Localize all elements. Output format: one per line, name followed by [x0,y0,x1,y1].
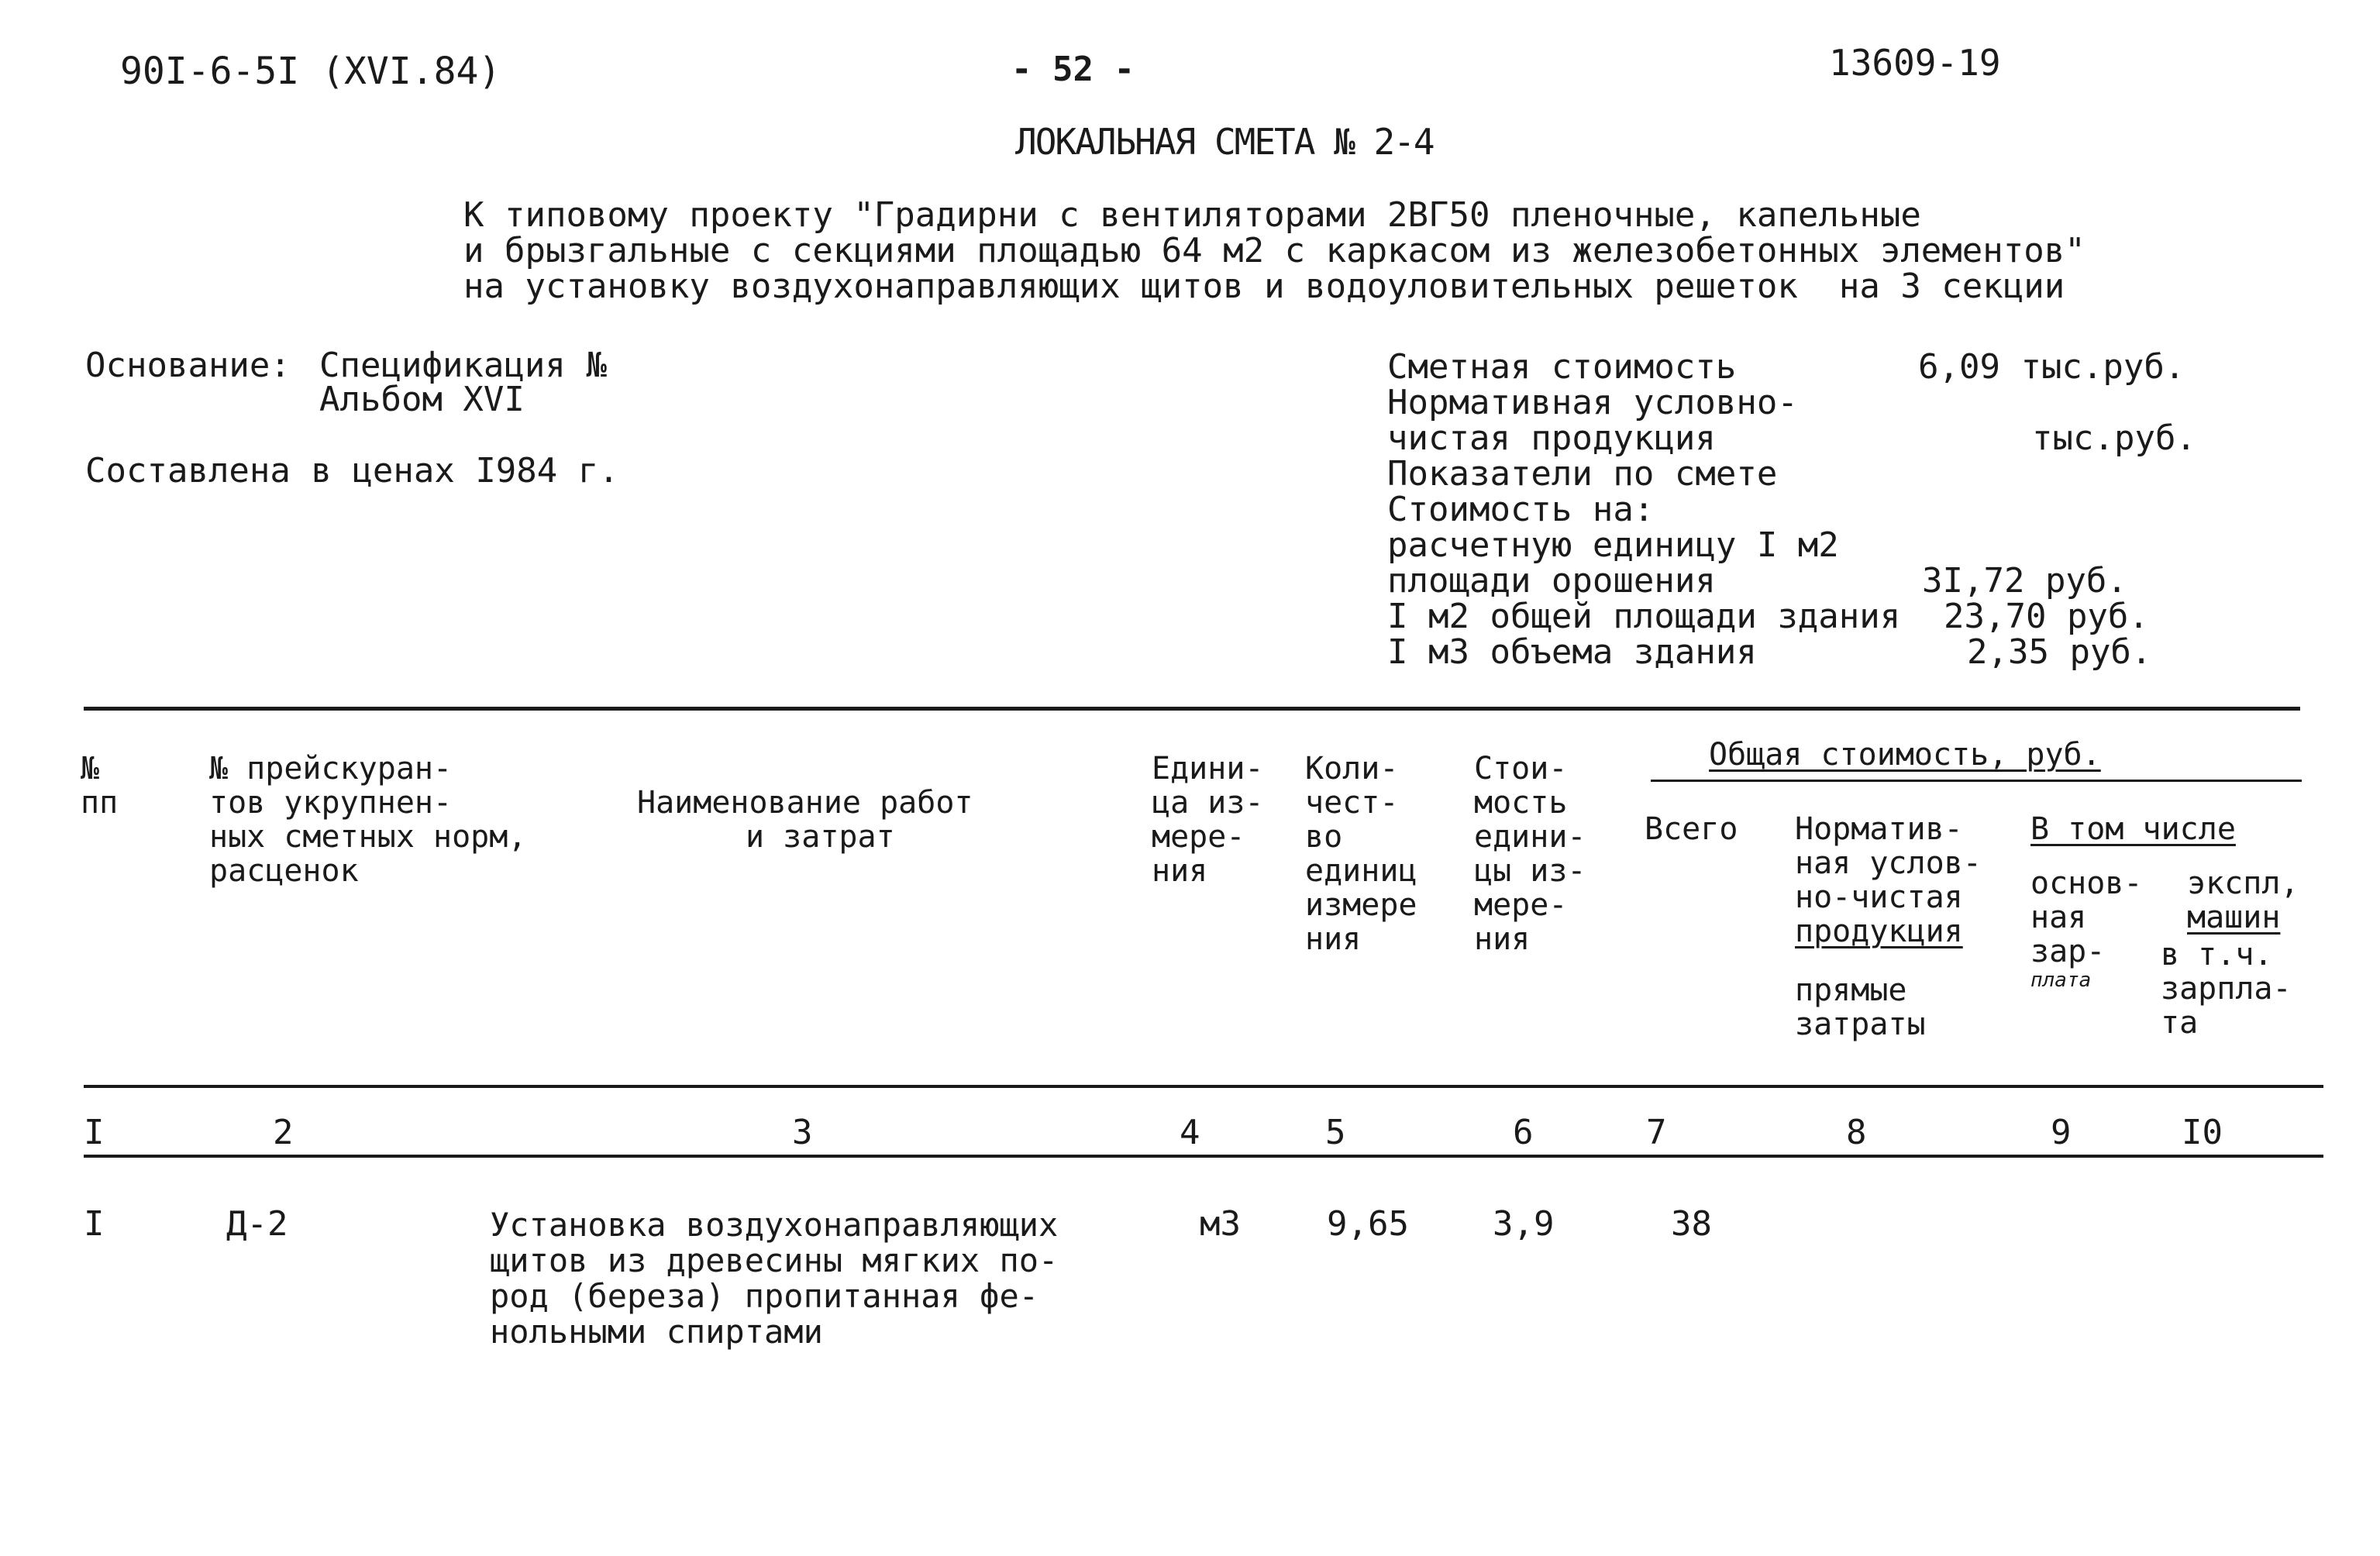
header-col3-line2: и затрат [746,819,895,855]
subtitle-line-2: и брызгальные с секциями площадью 64 м2 с каркасом из железобетонных элементов" [463,231,2086,270]
header-col5-line4: единиц [1305,853,1417,889]
cost-line-cost-per: Стоимость на: [1387,490,1655,529]
header-col10-line2: машин [2187,900,2281,935]
header-col9-line3: зар- [2030,934,2106,969]
cost-line-estimated: Сметная стоимость [1387,347,1737,387]
row-name-line-3: род (береза) пропитанная фе- [490,1277,1039,1315]
row-name-line-2: щитов из древесины мягких по- [490,1241,1059,1279]
row-unit-cost: 3,9 [1493,1204,1555,1244]
header-col10-line3: в т.ч. [2161,937,2273,972]
total-group-rule [1651,780,2302,782]
header-col8-line5: прямые [1795,972,1907,1008]
header-col6-line2: мость [1474,785,1568,821]
header-col1-line2: пп [81,785,119,821]
per-m2-building-value: 23,70 руб. [1944,597,2149,636]
inventory-number: 13609-19 [1829,42,2001,84]
header-col5-line6: ния [1305,921,1362,957]
header-col10-line5: та [2161,1005,2199,1041]
document-code: 90I-6-5I (XVI.84) [120,50,501,93]
header-col8-line4: продукция [1795,914,1963,949]
row-number: I [84,1204,105,1244]
header-col5-line1: Коли- [1305,751,1399,787]
header-col8-line3: но-чистая [1795,880,1963,915]
header-col6-line3: едини- [1474,819,1586,855]
page-number: - 52 - [1011,50,1135,89]
header-col1-line1: № [81,751,100,787]
header-col9-line4: плата [2030,969,2092,992]
header-col8-line1: Норматив- [1795,811,1963,847]
header-col6-line5: мере- [1474,887,1568,923]
header-col2-line1: № прейскуран- [209,751,453,787]
header-col9-line1: основ- [2030,866,2143,901]
row-price-code: Д-2 [226,1204,288,1244]
header-col4-line2: ца из- [1152,785,1264,821]
column-number-7: 7 [1646,1113,1667,1152]
per-m3-building-value: 2,35 руб. [1967,632,2152,672]
row-quantity: 9,65 [1327,1204,1409,1244]
column-numbers-top-rule [84,1085,2323,1088]
header-col2-line4: расценок [209,853,359,889]
column-number-9: 9 [2051,1113,2072,1152]
header-total-group: Общая стоимость, руб. [1709,737,2101,773]
prices-year: Составлена в ценах I984 г. [85,451,619,491]
basis-label: Основание: [85,346,291,385]
header-col10-line4: зарпла- [2161,971,2292,1007]
row-total: 38 [1671,1204,1712,1244]
header-col4-line4: ния [1152,853,1208,889]
column-number-3: 3 [792,1113,813,1152]
cost-line-irrigation: площади орошения [1387,561,1716,601]
row-name-line-1: Установка воздухонаправляющих [490,1206,1059,1244]
cost-line-net-production: чистая продукция [1387,418,1716,458]
column-number-1: I [84,1113,105,1152]
header-subgroup: В том числе [2030,811,2236,847]
table-top-rule [84,707,2300,711]
header-col7: Всего [1645,811,1738,847]
column-number-8: 8 [1846,1113,1867,1152]
header-col4-line3: мере- [1152,819,1245,855]
row-name-line-4: нольными спиртами [490,1313,823,1351]
estimated-cost-value: 6,09 тыс.руб. [1918,347,2185,387]
header-col2-line2: тов укрупнен- [209,785,453,821]
basis-album: Альбом XVI [319,380,525,419]
header-col8-line6: затраты [1795,1007,1926,1042]
cost-line-volume: I м3 объема здания [1387,632,1757,672]
header-col10-line1: экспл, [2187,866,2299,901]
column-number-6: 6 [1513,1113,1534,1152]
header-col5-line5: измере [1305,887,1417,923]
column-numbers-bottom-rule [84,1155,2323,1158]
column-number-4: 4 [1180,1113,1200,1152]
column-number-5: 5 [1325,1113,1346,1152]
header-col6-line4: цы из- [1474,853,1586,889]
cost-line-unit: расчетную единицу I м2 [1387,525,1839,565]
subtitle-line-1: К типовому проекту "Градирни с вентиляторами 2ВГ50 пленочные, капельные [463,195,1921,235]
per-m2-irrigation-value: 3I,72 руб. [1922,561,2127,601]
header-col5-line2: чест- [1305,785,1399,821]
net-production-value: тыс.руб. [2032,418,2196,458]
header-col8-line2: ная услов- [1795,845,1982,881]
column-number-2: 2 [273,1113,294,1152]
column-number-10: I0 [2182,1113,2223,1152]
header-col4-line1: Едини- [1152,751,1264,787]
cost-line-normative: Нормативная условно- [1387,383,1798,422]
basis-specification: Спецификация № [319,346,607,385]
row-unit: м3 [1200,1204,1241,1244]
subtitle-line-3: на установку воздухонаправляющих щитов и водоуловительных решеток на 3 секции [463,267,2065,306]
cost-line-area: I м2 общей площади здания [1387,597,1901,636]
header-col6-line1: Стои- [1474,751,1568,787]
estimate-title: ЛОКАЛЬНАЯ СМЕТА № 2-4 [1015,121,1434,163]
header-col5-line3: во [1305,819,1343,855]
header-col2-line3: ных сметных норм, [209,819,527,855]
header-col9-line2: ная [2030,900,2087,935]
header-col3-line1: Наименование работ [637,785,973,821]
header-col6-line6: ния [1474,921,1531,957]
cost-line-indicators: Показатели по смете [1387,454,1778,494]
